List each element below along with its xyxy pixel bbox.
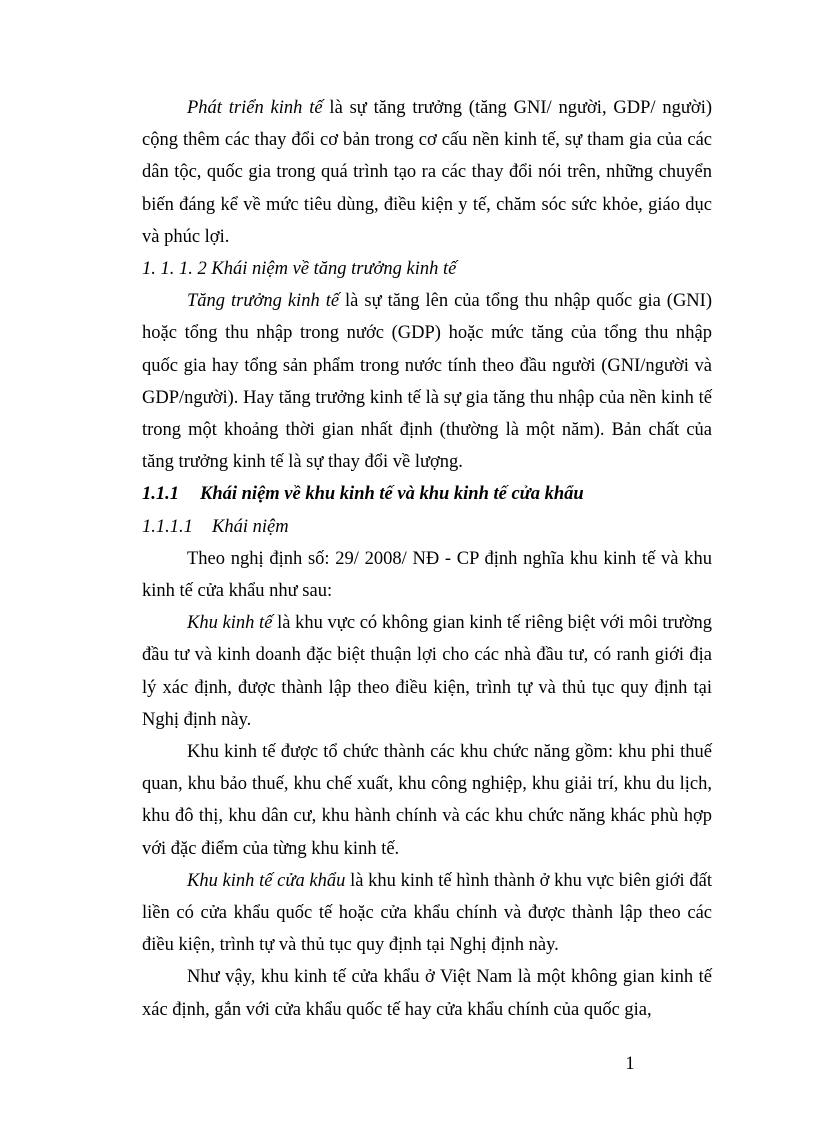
paragraph-summary: Như vậy, khu kinh tế cửa khẩu ở Việt Nam là một không gian kinh tế xác định, gắn với cửa khẩu quốc tế hay cửa khẩu chính của quốc gia, [142, 967, 712, 1020]
term-economic-development: Phát triển kinh tế [187, 98, 323, 118]
paragraph-text: là sự tăng trưởng (tăng GNI/ người, GDP/ người) cộng thêm các thay đổi cơ bản trong cơ cấu nền kinh tế, sự tham gia của các dân tộc, quốc gia trong quá trình tạo ra các thay đổi nói trên, những chuyển biến đáng kể về mức tiêu dùng, điều kiện y tế, chăm sóc sức khỏe, giáo dục và phúc lợi. [142, 98, 712, 247]
heading-number: 1.1.1 [142, 484, 179, 505]
paragraph-text: là khu vực có không gian kinh tế riêng biệt với môi trường đầu tư và kinh doanh đặc biệt thuận lợi cho các nhà đầu tư, có ranh giới địa lý xác định, được thành lập theo điều kiện, trình tự và thủ tục quy định tại Nghị định này. [142, 613, 712, 730]
page-number: 1 [625, 1054, 635, 1074]
term-economic-zone: Khu kinh tế [187, 613, 273, 634]
term-border-economic-zone: Khu kinh tế cửa khẩu [187, 870, 346, 891]
paragraph-text: là sự tăng lên của tổng thu nhập quốc gia (GNI) hoặc tổng thu nhập trong nước (GDP) hoặc mức tăng của tổng thu nhập quốc gia hay tổng sản phẩm trong nước tính theo đầu người (GNI/người và GDP/người). Hay tăng trưởng kinh tế là sự gia tăng thu nhập của nền kinh tế trong một khoảng thời gian nhất định (thường là một năm). Bản chất của tăng trưởng kinh tế là sự thay đổi về lượng. [142, 291, 712, 473]
document-body [142, 92, 712, 1026]
paragraph-economic-zone-definition [142, 607, 712, 736]
term-economic-growth: Tăng trưởng kinh tế [187, 291, 340, 312]
paragraph-decree: Theo nghị định số: 29/ 2008/ NĐ - CP định nghĩa khu kinh tế và khu kinh tế cửa khẩu như sau: [142, 548, 712, 602]
paragraph-economic-development [142, 92, 712, 253]
paragraph-functional-zones: Khu kinh tế được tổ chức thành các khu chức năng gồm: khu phi thuế quan, khu bảo thuế, khu chế xuất, khu công nghiệp, khu giải trí, khu du lịch, khu đô thị, khu dân cư, khu hành chính và các khu chức năng khác phù hợp với đặc điểm của từng khu kinh tế. [142, 742, 712, 859]
heading-concept [142, 511, 712, 543]
heading-title: Khái niệm về khu kinh tế và khu kinh tế cửa khẩu [200, 484, 584, 505]
heading-number: 1.1.1.1 [142, 516, 193, 537]
heading-title: Khái niệm [212, 516, 289, 537]
paragraph-text: là khu kinh tế hình thành ở khu vực biên giới đất liền có cửa khẩu quốc tế hoặc cửa khẩu chính và được thành lập theo các điều kiện, trình tự và thủ tục quy định tại Nghị định này. [142, 870, 712, 956]
paragraph-economic-growth [142, 285, 712, 478]
heading-economic-zone [142, 478, 712, 510]
heading-growth-concept: 1. 1. 1. 2 Khái niệm về tăng trưởng kinh tế [142, 259, 457, 280]
paragraph-border-economic-zone [142, 865, 712, 962]
